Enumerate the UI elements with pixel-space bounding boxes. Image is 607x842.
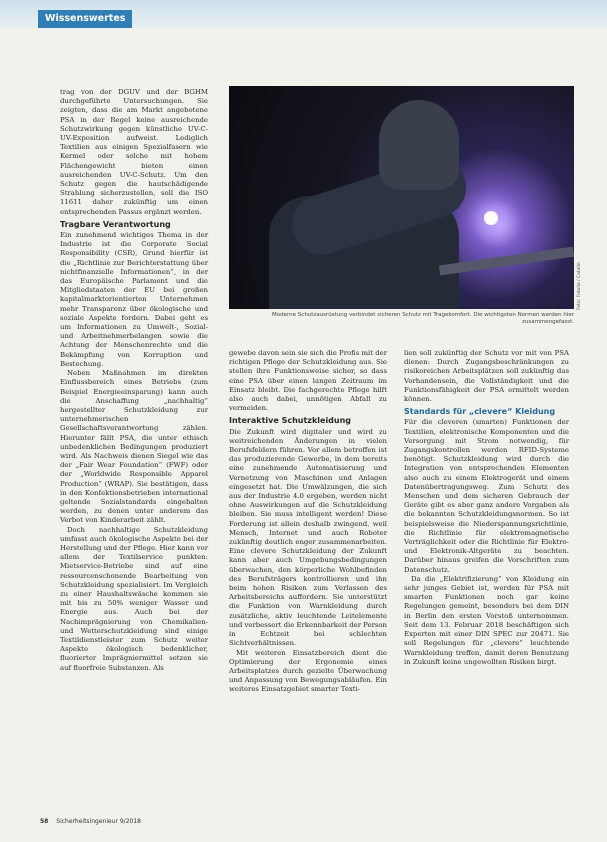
subheading: Interaktive Schutzkleidung — [229, 416, 352, 426]
page-number: 58 — [40, 818, 49, 825]
paragraph: Ein zunehmend wichtiges Thema in der Industrie ist die Corporate Social Responsibility (CSR), Grund hierfür ist die „Richtlinie zur Berichterstattung über nichtfinanzielle Informationen“, in der das Europäische Parlament und die Mitgliedstaaten der EU bei großen kapitalmarktorientierten Unternehmen mehr Transparenz über ökologische und soziale Aspekte fordern. Dabei geht es um Informationen zu Umwelt-, Sozial- und Arbeitnehmerbelangen sowie die Achtung der Menschenrechte und die Bekämpfung von Korruption und Bestechung. — [60, 231, 208, 368]
paragraph: Die Zukunft wird digitaler und wird zu weitreichenden Änderungen in vielen Berufsfeldern führen. Vor allem betroffen ist das produzierende Gewerbe, in dem bereits eine zunehmende Automatisierung und Vernetzung von Maschinen und Anlagen eingesetzt hat. Die Umwälzungen, die sich aus der Industrie 4.0 ergeben, werden nicht ohne Auswirkungen auf die Schutzkleidung bleiben. Sie muss intelligent werden! Diese Forderung ist allein deshalb zwingend, weil Mensch, Internet und auch Roboter zukünftig deutlich enger zusammenarbeiten. Eine clevere Schutzkleidung der Zukunft kann aber auch Umgebungsbedingungen überwachen, den körperliche Wohlbefinden des Berufsträgers kontrollieren und ihn beim hohen Risiken zum Verlassen des Arbeitsbereichs auffordern. Sie unterstützt die Funktion von Warnkleidung durch zusätzliche, aktiv leuchtende Leitelemente und verbessert die Erkennbarkeit der Person in Echtzeit bei schlechten Sichtverhältnissen. — [229, 427, 387, 648]
publication-name: Sicherheitsingenieur 9/2018 — [56, 818, 141, 825]
welder-photo — [229, 86, 574, 309]
paragraph: trag von der DGUV und der BGHM durchgeführte Untersuchungen. Sie zeigten, dass die am Markt angebotene PSA in der Regel keine ausreichende Schutzwirkung gegen künstliche UV-C-UV-Exposition aufweist. Lediglich Textilien aus einigen Spezialfasern wie Kermel oder solche mit hohem Flächengewicht bieten einen ausreichenden UV-C-Schutz. Um den Schutz gegen die hautschädigende Strahlung sicherzustellen, soll die ISO 11611 daher zukünftig um einen entsprechenden Passus ergänzt werden. — [60, 88, 208, 216]
page-footer — [40, 818, 141, 825]
paragraph: Doch nachhaltige Schutzkleidung umfasst auch ökologische Aspekte bei der Herstellung und der Pflege. Hier kann vor allem der Textilservice punkten: Mietservice-Betriebe sind auf eine ressourcenschonende Bearbeitung von Schutzkleidung spezialisiert. Im Vergleich zu einer Haushaltswäsche kommen sie mit bis zu 50% weniger Wasser und Energie aus. Auch bei der Nachimprägnierung von Chemikalien- und Wetterschutzkleidung sind einige Textildienstleister zum Schutz weiter Aspekte ökologisch bedenklicher, fluorierter Imprägniermittel setzen sie auf fluorfreie Substanzen. Als — [60, 525, 208, 672]
text-column-2 — [229, 349, 387, 695]
photo-weld-spark — [484, 211, 498, 225]
paragraph: gewebe davon sein sie sich die Profis mit der richtigen Pflege der Schutzkleidung aus. Sie stellen ihre Funktionsweise sicher, so dass eine PSA über einen langen Zeitraum im Einsatz bleibt. Die fachgerechte Pflege hilft also auch dabei, unnötigen Abfall zu vermeiden. — [229, 349, 387, 413]
section-tag: Wissenswertes — [38, 10, 132, 28]
photo-workpiece — [439, 247, 574, 276]
paragraph: Mit weiteren Einsatzbereich dient die Optimierung der Ergonomie eines Arbeitsplatzes durch gezielte Überwachung und Anpassung von Bewegungsabläufen. Ein weiteres Einsatzgebiet smarter Texti- — [229, 648, 387, 694]
photo-credit: Foto: Fotolia / Catalin — [577, 262, 582, 310]
paragraph: Für die cleveren (smarten) Funktionen der Textilien, elektronische Komponenten und die Versorgung mit Strom notwendig, für Zugangskontrollen werden RFID-Systeme benötigt. Schutzkleidung wird durch die Integration von entsprechenden Elementen also auch zu einem Elektrogerät und einem Datenübertragungsweg. Zum Schutz des Menschen und dem sicheren Gebrauch der Geräte gibt es aber ganz andere Vorgaben als die bekannten Schutzkleidungsnormen. So ist beispielsweise die Niederspannungsrichtlinie, die Richtlinie für elektromagnetische Verträglichkeit oder die Richtlinie für Elektro- und Elektronik-Altgeräte zu beachten. Darüber hinaus greifen die Vorschriften zum Datenschutz. — [404, 418, 569, 574]
text-column-1 — [60, 88, 208, 673]
subheading: Tragbare Verantwortung — [60, 219, 171, 229]
photo-caption: Moderne Schutzausrüstung verbindet sicheren Schutz mit Tragekomfort. Die wichtigsten Normen werden hier zusammengefasst. — [272, 312, 574, 325]
subheading: Standards für „clevere“ Kleidung — [404, 407, 556, 417]
paragraph: Da die „Elektrifizierung“ von Kleidung ein sehr junges Gebiet ist, werden für PSA mit smarten Funktionen noch gar keine Regelungen gemeint, besonders bei dem DIN in Berlin den ersten Vorstoß unternommen. Seit dem 13. Februar 2018 beschäftigen sich Experten mit einer DIN SPEC zur 20471. Sie soll Regelungen für „clevere“ leuchtende Warnkleidung treffen, damit deren Benutzung in Zukunft keine ungewollten Risiken birgt. — [404, 574, 569, 666]
text-column-3 — [404, 349, 569, 667]
paragraph: lien soll zukünftig der Schutz vor mit von PSA dienen: Durch Zugangsbeschränkungen zu risikoreichen Arbeitsplätzen soll zukünftig das Vorhandensein, die Vollständigkeit und die Funktionsfähigkeit der PSA ermittelt werden können. — [404, 349, 569, 404]
paragraph: Neben Maßnahmen im direkten Einflussbereich eines Betriebs (zum Beispiel Energieeinsparung) kann auch die Anschaffung „nachhaltig“ hergestellter Schutzkleidung zur unternehmerischen Gesellschaftsverantwortung zählen. Hierunter fällt PSA, die unter ethisch unbedenklichen Bedingungen produziert wird. Als Nachweis dienen Siegel wie das der „Fair Wear Foundation“ (FWF) oder der „Worldwide Responsible Apparel Production“ (WRAP). Sie bestätigen, dass in den Konfektionsbetrieben international geltende Sozialstandards eingehalten werden, zu denen unter anderem das Verbot von Kinderarbeit zählt. — [60, 369, 208, 525]
photo-figure-helmet — [379, 100, 459, 190]
